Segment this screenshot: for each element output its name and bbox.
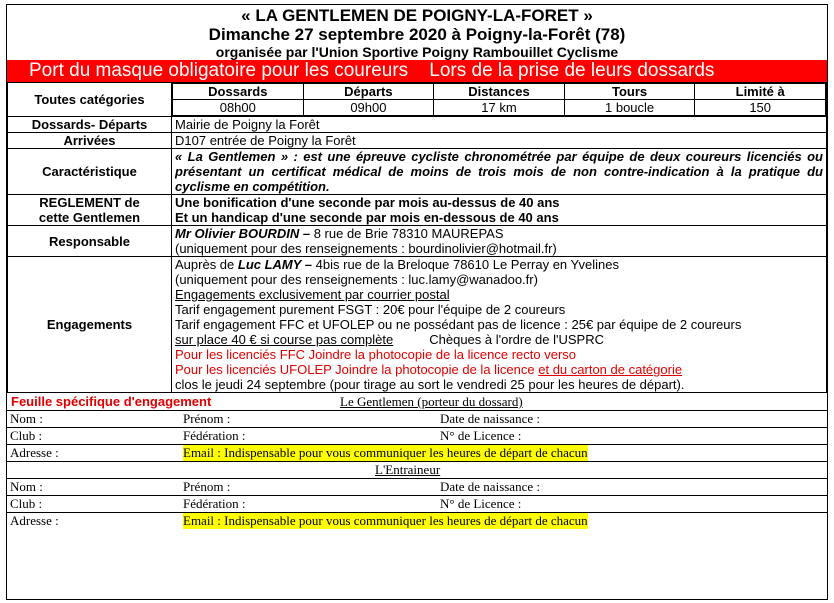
header-departs: Départs [303, 84, 434, 100]
trainer-club-label: Club : [10, 496, 43, 511]
categories-label: Toutes catégories [8, 83, 172, 117]
banner-text-1: Port du masque obligatoire pour les coureurs [29, 60, 409, 81]
eng-contact-name: Luc LAMY – [237, 257, 313, 272]
gentlemen-naissance-label: Date de naissance : [440, 411, 540, 426]
reglement-line-1: Une bonification d'une seconde par mois au-dessus de 40 ans [175, 195, 560, 210]
form-sheet-title: Feuille spécifique d'engagement [11, 394, 212, 409]
responsable-address: 8 rue de Brie 78310 MAUREPAS [310, 226, 504, 241]
eng-line8-ufolep: Pour les licenciés UFOLEP Joindre la photocopie de la licence [175, 362, 539, 377]
trainer-section-title: L'Entraineur [375, 462, 441, 477]
gentlemen-licence-label: N° de Licence : [440, 428, 522, 443]
event-date: Dimanche 27 septembre 2020 à Poigny-la-Forêt (78) [208, 25, 626, 44]
eng-line9-closing: clos le jeudi 24 septembre (pour tirage au sort le vendredi 25 pour les heures de départ). [175, 377, 685, 392]
eng-line8-carton: et du carton de catégorie [538, 362, 683, 377]
gentlemen-section-title: Le Gentlemen (porteur du dossard) [340, 394, 523, 409]
eng-line3: Engagements exclusivement par courrier postal [175, 287, 450, 302]
value-limite: 150 [695, 100, 826, 116]
eng-line2: (uniquement pour des renseignements : luc.lamy@wanadoo.fr) [175, 272, 538, 287]
arrivees-row [8, 133, 827, 149]
eng-line4: Tarif engagement purement FSGT : 20€ pour l'équipe de 2 coureurs [175, 302, 566, 317]
engagements-label: Engagements [8, 257, 172, 393]
entry-form-sheet [6, 4, 828, 600]
caracteristique-label: Caractéristique [8, 149, 172, 195]
arrivees-value: D107 entrée de Poigny la Forêt [172, 133, 827, 149]
reglement-label-2: cette Gentlemen [38, 210, 141, 225]
trainer-adresse-label: Adresse : [10, 513, 59, 528]
header-distances: Distances [434, 84, 565, 100]
engagements-row [8, 257, 827, 393]
eng-line5: Tarif engagement FFC et UFOLEP ou ne possédant pas de licence : 25€ par équipe de 2 coureurs [175, 317, 742, 332]
gentlemen-nom-label: Nom : [10, 411, 43, 426]
eng-line6-cheques: Chèques à l'ordre de l'USPRC [429, 332, 605, 347]
caracteristique-row [8, 149, 827, 195]
eng-line1-post: 4bis rue de la Breloque 78610 Le Perray en Yvelines [312, 257, 619, 272]
caracteristique-value: « La Gentlemen » : est une épreuve cycliste chronométrée par équipe de deux coureurs licenciés ou présentant un certificat médical de moins de trois mois de non contre-indication à la pratique du cyclisme en compétition. [172, 149, 827, 195]
eng-line6-onsite: sur place 40 € si course pas complète [175, 332, 394, 347]
responsable-value [172, 226, 827, 257]
reglement-label [8, 195, 172, 226]
eng-line7-ffc: Pour les licenciés FFC Joindre la photocopie de la licence recto verso [175, 347, 577, 362]
value-departs: 09h00 [303, 100, 434, 116]
header-tours: Tours [564, 84, 695, 100]
arrivees-label: Arrivées [8, 133, 172, 149]
reglement-label-1: REGLEMENT de [39, 195, 140, 210]
responsable-note: (uniquement pour des renseignements : bourdinolivier@hotmail.fr) [175, 241, 557, 256]
responsable-label: Responsable [8, 226, 172, 257]
gentlemen-adresse-label: Adresse : [10, 445, 59, 460]
reglement-line-2: Et un handicap d'une seconde par mois en-dessous de 40 ans [175, 210, 559, 225]
header-dossards: Dossards [173, 84, 304, 100]
trainer-email-note: Email : Indispensable pour vous communiquer les heures de départ de chacun [183, 513, 588, 528]
gentlemen-email-note: Email : Indispensable pour vous communiquer les heures de départ de chacun [183, 445, 588, 460]
value-distances: 17 km [434, 100, 565, 116]
trainer-naissance-label: Date de naissance : [440, 479, 540, 494]
header-limite: Limité à [695, 84, 826, 100]
trainer-licence-label: N° de Licence : [440, 496, 522, 511]
dossards-value: Mairie de Poigny la Forêt [172, 117, 827, 133]
banner-text-2: Lors de la prise de leurs dossards [429, 60, 715, 81]
gentlemen-club-label: Club : [10, 428, 43, 443]
mask-banner [7, 60, 827, 82]
gentlemen-prenom-label: Prénom : [183, 411, 231, 426]
value-dossards: 08h00 [173, 100, 304, 116]
entry-form [7, 393, 827, 529]
responsable-row [8, 226, 827, 257]
event-title: « LA GENTLEMEN DE POIGNY-LA-FORET » [241, 6, 593, 25]
event-info-table [7, 82, 827, 393]
dossards-row [8, 117, 827, 133]
responsable-name: Mr Olivier BOURDIN – [175, 226, 311, 241]
trainer-nom-label: Nom : [10, 479, 43, 494]
trainer-federation-label: Fédération : [183, 496, 246, 511]
trainer-prenom-label: Prénom : [183, 479, 231, 494]
value-tours: 1 boucle [564, 100, 695, 116]
engagements-value [172, 257, 827, 393]
reglement-value [172, 195, 827, 226]
categories-subtable [172, 83, 826, 116]
organizer: organisée par l'Union Sportive Poigny Rambouillet Cyclisme [215, 44, 619, 60]
dossards-label: Dossards- Départs [8, 117, 172, 133]
eng-line1-pre: Auprès de [175, 257, 238, 272]
categories-row [8, 83, 827, 117]
gentlemen-federation-label: Fédération : [183, 428, 246, 443]
reglement-row [8, 195, 827, 226]
